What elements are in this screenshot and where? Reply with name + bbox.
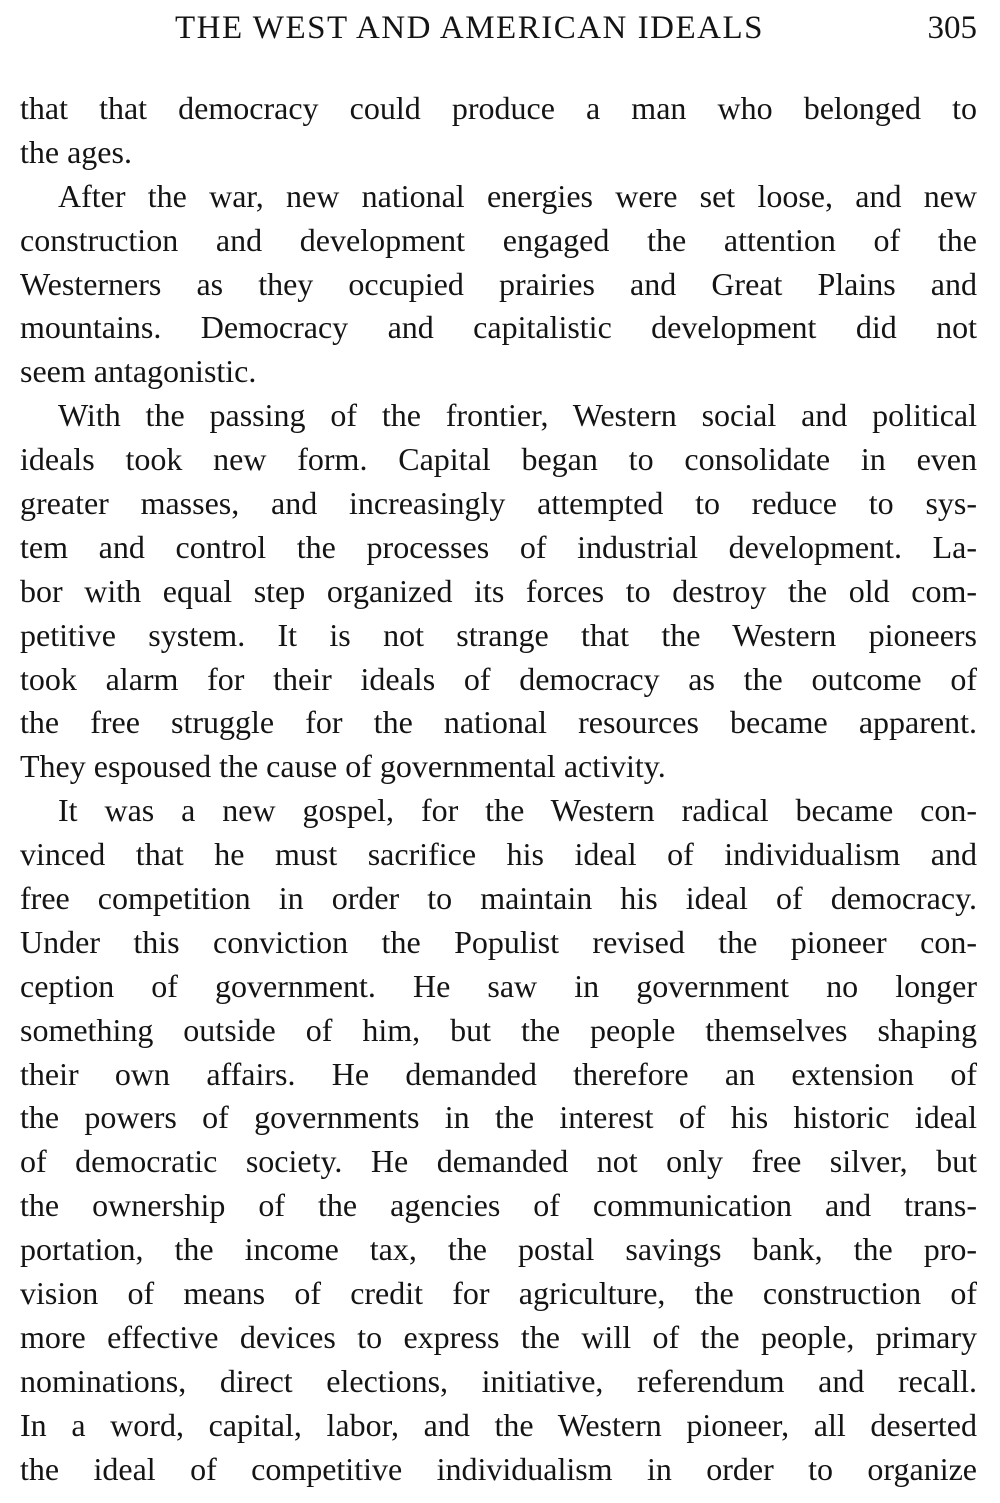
text-line: It was a new gospel, for the Western radical became con- [58,792,977,829]
text-line: mountains. Democracy and capitalistic development did not [20,309,977,346]
body-text [20,87,977,1492]
text-line: vinced that he must sacrifice his ideal of individualism and [20,836,977,873]
text-line: In a word, capital, labor, and the Western pioneer, all deserted [20,1406,977,1443]
running-title: THE WEST AND AMERICAN IDEALS [175,10,764,46]
page-number: 305 [927,10,977,46]
text-line: free competition in order to maintain his ideal of democracy. [20,880,977,917]
text-line: greater masses, and increasingly attempted to reduce to sys- [20,485,977,522]
text-line: vision of means of credit for agriculture, the construction of [20,1275,977,1312]
text-line: ception of government. He saw in government no longer [20,967,977,1004]
text-line: something outside of him, but the people themselves shaping [20,1011,977,1048]
text-line: With the passing of the frontier, Western social and political [58,397,977,434]
text-line: After the war, new national energies were set loose, and new [58,177,977,214]
text-line: the ideal of competitive individualism in order to organize [20,1450,977,1487]
text-line: the ownership of the agencies of communication and trans- [20,1187,977,1224]
text-line: They espoused the cause of governmental activity. [20,748,666,785]
text-line: portation, the income tax, the postal savings bank, the pro- [20,1231,977,1268]
text-line: more effective devices to express the will of the people, primary [20,1318,977,1355]
text-line: took alarm for their ideals of democracy as the outcome of [20,660,977,697]
text-line: Westerners as they occupied prairies and Great Plains and [20,265,977,302]
text-line: bor with equal step organized its forces to destroy the old com- [20,572,977,609]
text-line: their own affairs. He demanded therefore an extension of [20,1055,977,1092]
text-line: the free struggle for the national resources became apparent. [20,704,977,741]
text-line: ideals took new form. Capital began to consolidate in even [20,441,977,478]
text-line: the powers of governments in the interest of his historic ideal [20,1099,977,1136]
text-line: the ages. [20,133,132,170]
text-line: seem antagonistic. [20,353,257,390]
text-line: construction and development engaged the attention of the [20,221,977,258]
text-line: that that democracy could produce a man who belonged to [20,90,977,126]
text-line: petitive system. It is not strange that the Western pioneers [20,616,977,653]
running-head [20,6,977,50]
text-line: Under this conviction the Populist revised the pioneer con- [20,923,977,960]
text-line: of democratic society. He demanded not only free silver, but [20,1143,977,1180]
text-line: tem and control the processes of industrial development. La- [20,528,977,565]
text-line: nominations, direct elections, initiative, referendum and recall. [20,1362,977,1399]
